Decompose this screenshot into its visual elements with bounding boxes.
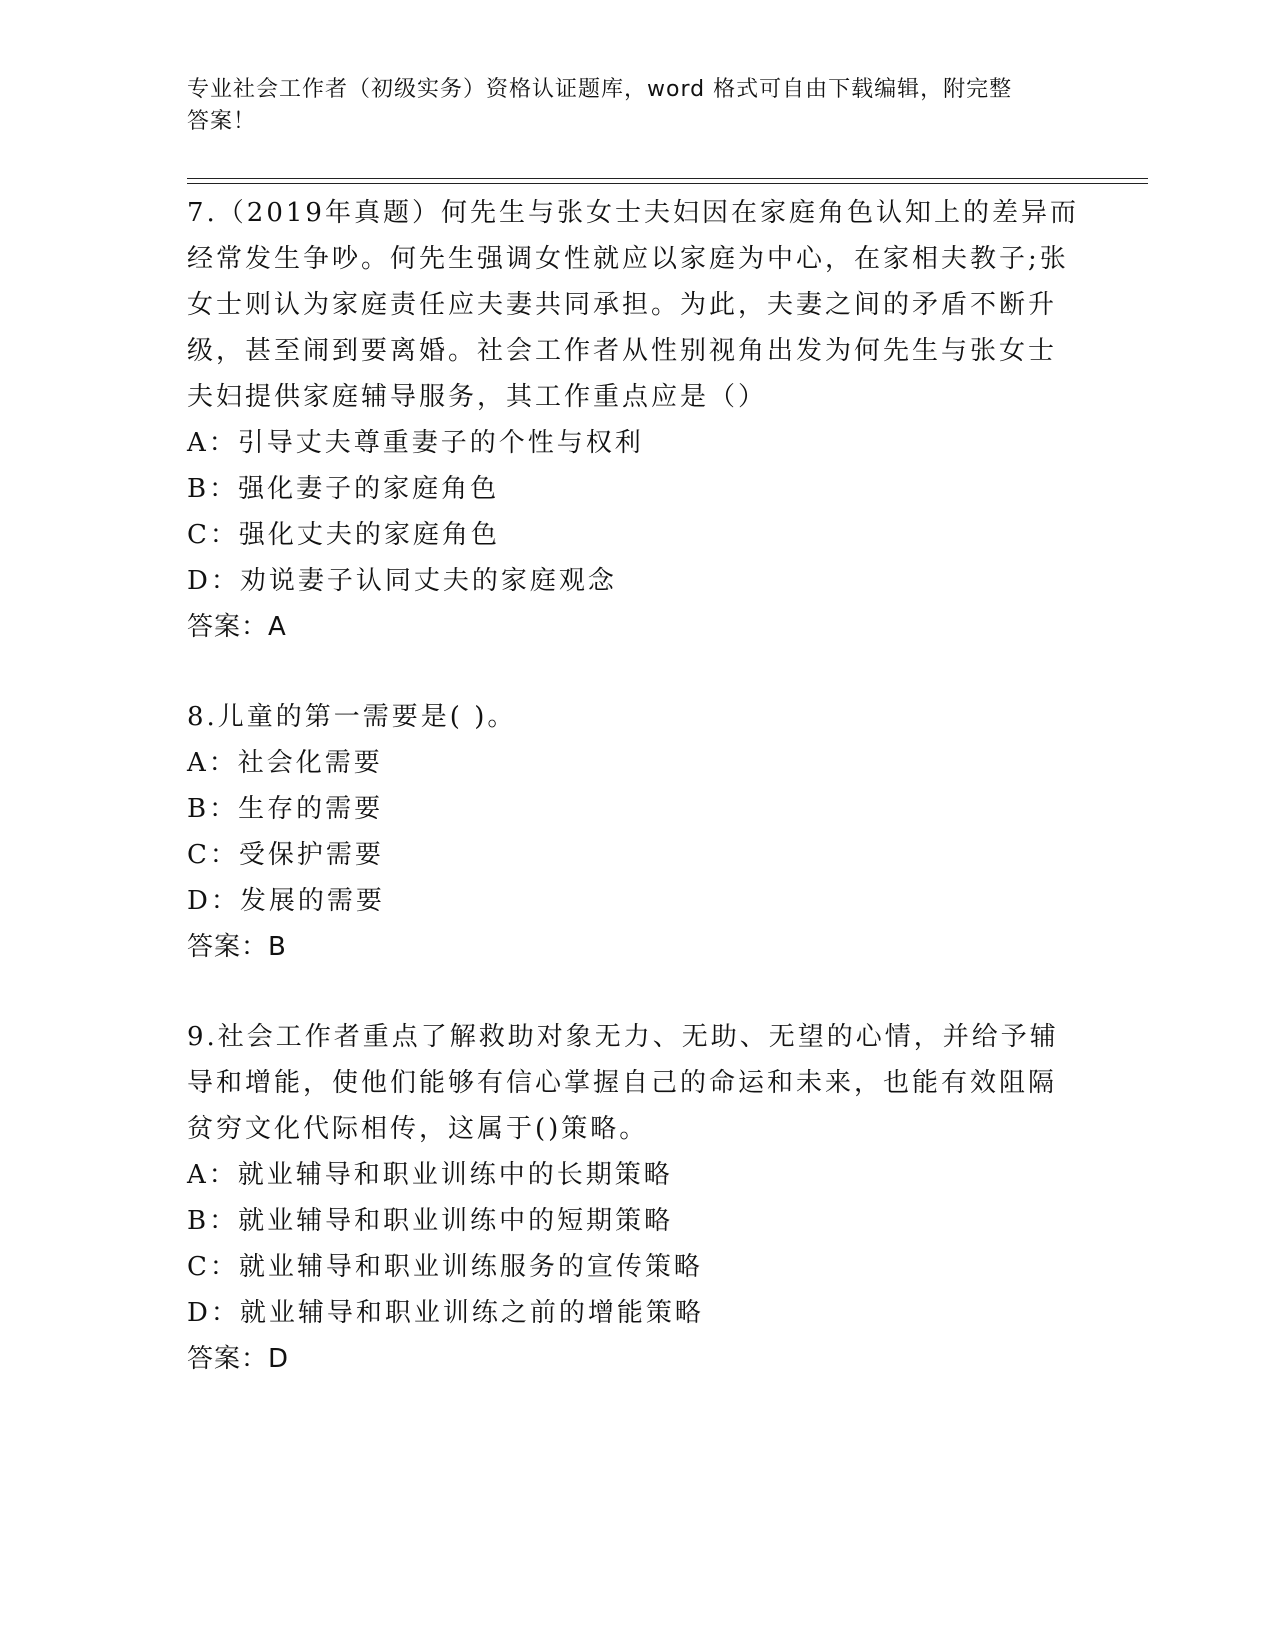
option-c: C：就业辅导和职业训练服务的宣传策略: [187, 1252, 703, 1282]
question-spacer: [187, 650, 1087, 694]
question-item: [187, 694, 1087, 970]
question-item: [187, 190, 1087, 650]
header-divider: [187, 178, 1148, 179]
stem-line: 8.儿童的第一需要是( )。: [187, 702, 517, 732]
stem-line: 7.（2019年真题）何先生与张女士夫妇因在家庭角色认知上的差异而: [187, 198, 1079, 228]
option-a: A：引导丈夫尊重妻子的个性与权利: [187, 428, 644, 458]
option-d: D：劝说妻子认同丈夫的家庭观念: [187, 566, 617, 596]
option-d: D：就业辅导和职业训练之前的增能策略: [187, 1298, 704, 1328]
header-divider: [187, 183, 1148, 184]
document-header: [187, 74, 1067, 138]
stem-line: 级，甚至闹到要离婚。社会工作者从性别视角出发为何先生与张女士: [187, 336, 1058, 366]
header-line: 答案！: [187, 109, 257, 134]
option-c: C：受保护需要: [187, 840, 384, 870]
stem-line: 女士则认为家庭责任应夫妻共同承担。为此，夫妻之间的矛盾不断升: [187, 290, 1058, 320]
question-stem: [187, 1014, 1087, 1152]
stem-line: 贫穷文化代际相传，这属于()策略。: [187, 1114, 649, 1144]
answer-line: 答案：A: [187, 612, 287, 642]
question-stem: [187, 190, 1087, 420]
stem-line: 9.社会工作者重点了解救助对象无力、无助、无望的心情，并给予辅: [187, 1022, 1059, 1052]
question-spacer: [187, 970, 1087, 1014]
question-item: [187, 1014, 1087, 1382]
stem-line: 经常发生争吵。何先生强调女性就应以家庭为中心，在家相夫教子;张: [187, 244, 1069, 274]
header-line: 专业社会工作者（初级实务）资格认证题库，word 格式可自由下载编辑，附完整: [187, 77, 1013, 102]
stem-line: 导和增能，使他们能够有信心掌握自己的命运和未来，也能有效阻隔: [187, 1068, 1058, 1098]
option-a: A：社会化需要: [187, 748, 383, 778]
option-a: A：就业辅导和职业训练中的长期策略: [187, 1160, 673, 1190]
answer-line: 答案：B: [187, 932, 287, 962]
option-b: B：强化妻子的家庭角色: [187, 474, 500, 504]
option-c: C：强化丈夫的家庭角色: [187, 520, 500, 550]
answer-line: 答案：D: [187, 1344, 290, 1374]
option-b: B：就业辅导和职业训练中的短期策略: [187, 1206, 674, 1236]
question-stem: [187, 694, 1087, 740]
option-d: D：发展的需要: [187, 886, 385, 916]
option-b: B：生存的需要: [187, 794, 384, 824]
stem-line: 夫妇提供家庭辅导服务，其工作重点应是（）: [187, 382, 768, 412]
question-list: [187, 190, 1087, 1382]
